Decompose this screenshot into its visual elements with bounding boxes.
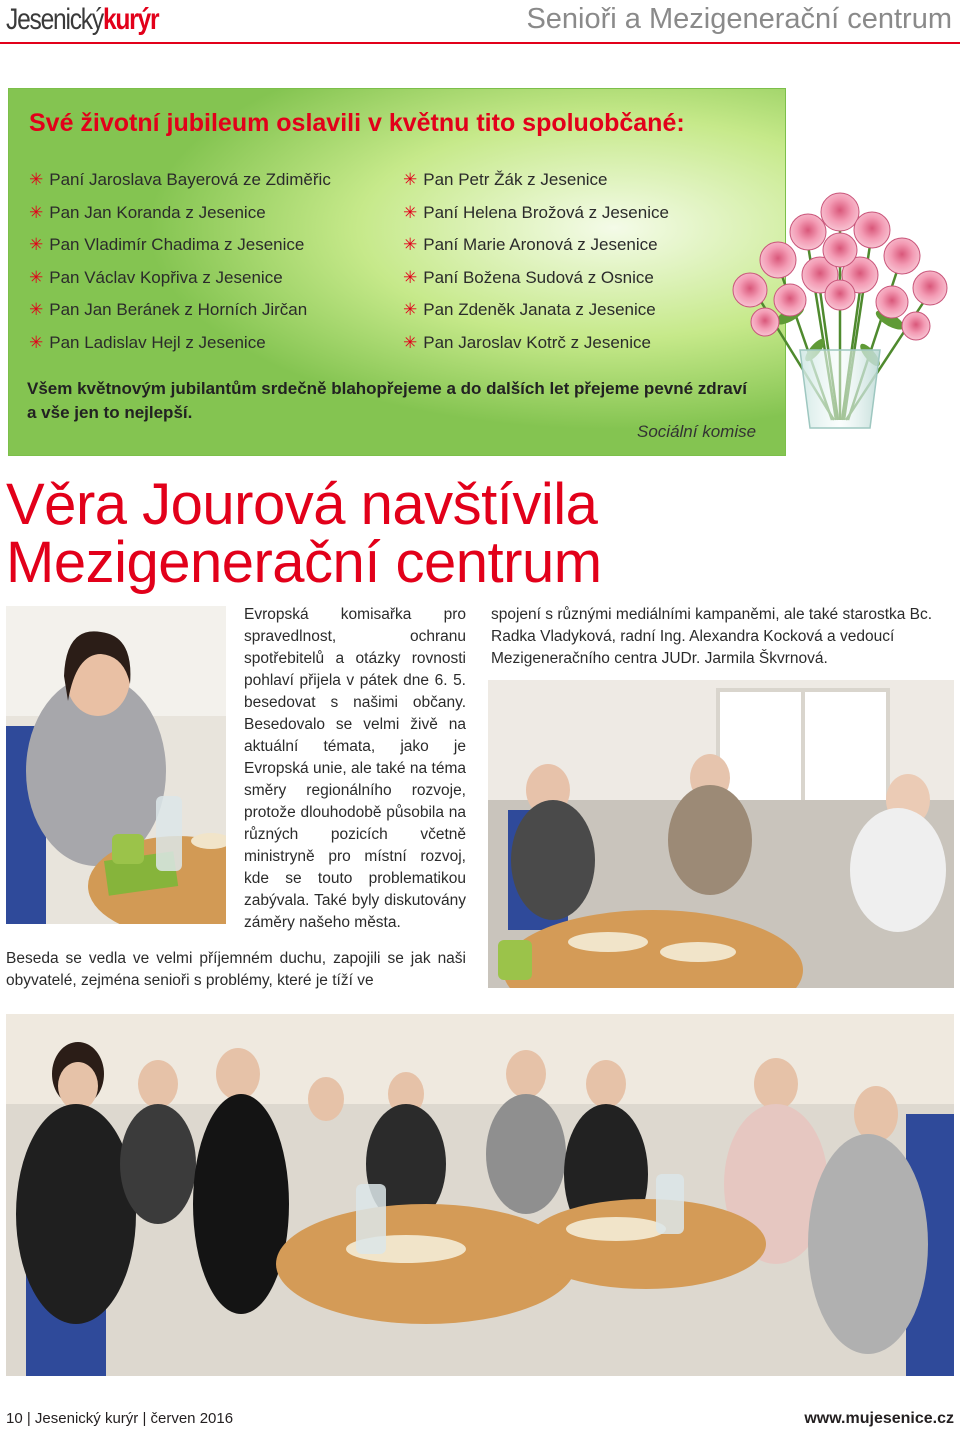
article-text-right: spojení s různými mediálními kampaněmi, ale také starostka Bc. Radka Vladyková, radní Ing. Alexandra Kocková a vedoucí Mezigeneračního centra JUDr. Jarmila Škvrnová. <box>491 606 933 667</box>
list-item <box>29 267 331 300</box>
asterisk-icon: ✳ <box>29 170 44 189</box>
section-title: Senioři a Mezigenerační centrum <box>526 3 952 35</box>
asterisk-icon: ✳ <box>403 300 418 320</box>
list-item-text: Pan Petr Žák z Jesenice <box>423 170 608 189</box>
page-header <box>0 0 960 42</box>
list-item <box>403 267 669 300</box>
list-item <box>29 299 331 332</box>
asterisk-icon: ✳ <box>403 235 418 255</box>
list-item <box>29 202 331 235</box>
list-item <box>403 299 669 332</box>
list-item-text: Paní Jaroslava Bayerová ze Zdiměřic <box>49 170 331 189</box>
list-item <box>403 332 669 365</box>
jubilee-box <box>8 88 786 456</box>
list-item <box>29 234 331 267</box>
photo-seniors-table <box>488 680 954 988</box>
article-text-col1: Evropská komisařka pro spravedlnost, ochranu spotřebitelů a otázky rovnosti pohlaví přijela v pátek dne 6. 5. besedovat s našimi občany. Besedovalo se velmi živě na aktuální témata, jako je Evropská unie, ale také na téma směry regionálního rozvoje, protože dlouhodobě působila na různých pozicích včetně ministryně pro místní rozvoj, kde se touto problematikou zabývala. Také byly diskutovány záměry našeho města. <box>244 606 466 931</box>
asterisk-icon: ✳ <box>403 332 418 352</box>
list-item-text: Pan Vladimír Chadima z Jesenice <box>49 235 305 255</box>
list-item-text: Pan Jan Koranda z Jesenice <box>49 202 266 222</box>
masthead-part2: kurýr <box>102 3 159 36</box>
asterisk-icon: ✳ <box>29 332 44 352</box>
jubilee-greeting: Všem květnovým jubilantům srdečně blahopřejeme a do dalších let přejeme pevné zdraví a vše jen to nejlepší. <box>27 379 747 422</box>
list-item-text: Paní Helena Brožová z Jesenice <box>423 202 669 222</box>
footer-page-info: 10 | Jesenický kurýr | červen 2016 <box>6 1410 234 1427</box>
roses-vase-image <box>720 150 960 430</box>
list-item-text: Pan Zdeněk Janata z Jesenice <box>423 300 656 320</box>
asterisk-icon: ✳ <box>403 267 418 287</box>
list-item-text: Pan Jan Beránek z Horních Jirčan <box>49 300 308 320</box>
list-item-text: Pan Jaroslav Kotrč z Jesenice <box>423 332 651 352</box>
jubilee-signature: Sociální komise <box>637 422 757 441</box>
article-text-bottom: Beseda se vedla ve velmi příjemném duchu, zapojili se jak naši obyvatelé, zejména senioři s problémy, které je tíží ve <box>6 950 466 989</box>
asterisk-icon: ✳ <box>29 202 44 222</box>
jubilee-list-right <box>403 169 669 365</box>
list-item-text: Paní Božena Sudová z Osnice <box>423 267 654 287</box>
list-item <box>403 202 669 235</box>
list-item-text: Pan Ladislav Hejl z Jesenice <box>49 332 266 352</box>
jubilee-title: Své životní jubileum oslavili v květnu tito spoluobčané: <box>29 109 685 137</box>
asterisk-icon: ✳ <box>29 235 44 255</box>
list-item <box>29 332 331 365</box>
asterisk-icon: ✳ <box>29 267 44 287</box>
footer-website-link[interactable]: www.mujesenice.cz <box>804 1410 954 1427</box>
list-item-text: Paní Marie Aronová z Jesenice <box>423 235 658 255</box>
jubilee-list-left <box>29 169 331 365</box>
list-item <box>29 169 331 202</box>
article-headline: Věra Jourová navštívila Mezigenerační centrum <box>6 472 602 595</box>
photo-jourova <box>6 606 226 924</box>
list-item <box>403 234 669 267</box>
asterisk-icon: ✳ <box>403 202 418 222</box>
list-item-text: Pan Václav Kopřiva z Jesenice <box>49 267 283 287</box>
masthead-logo <box>6 3 158 37</box>
asterisk-icon: ✳ <box>29 300 44 320</box>
list-item <box>403 169 669 202</box>
masthead-part1: Jesenický <box>6 3 103 36</box>
asterisk-icon: ✳ <box>403 170 418 189</box>
photo-group-discussion <box>6 1014 954 1376</box>
header-divider <box>0 42 960 44</box>
